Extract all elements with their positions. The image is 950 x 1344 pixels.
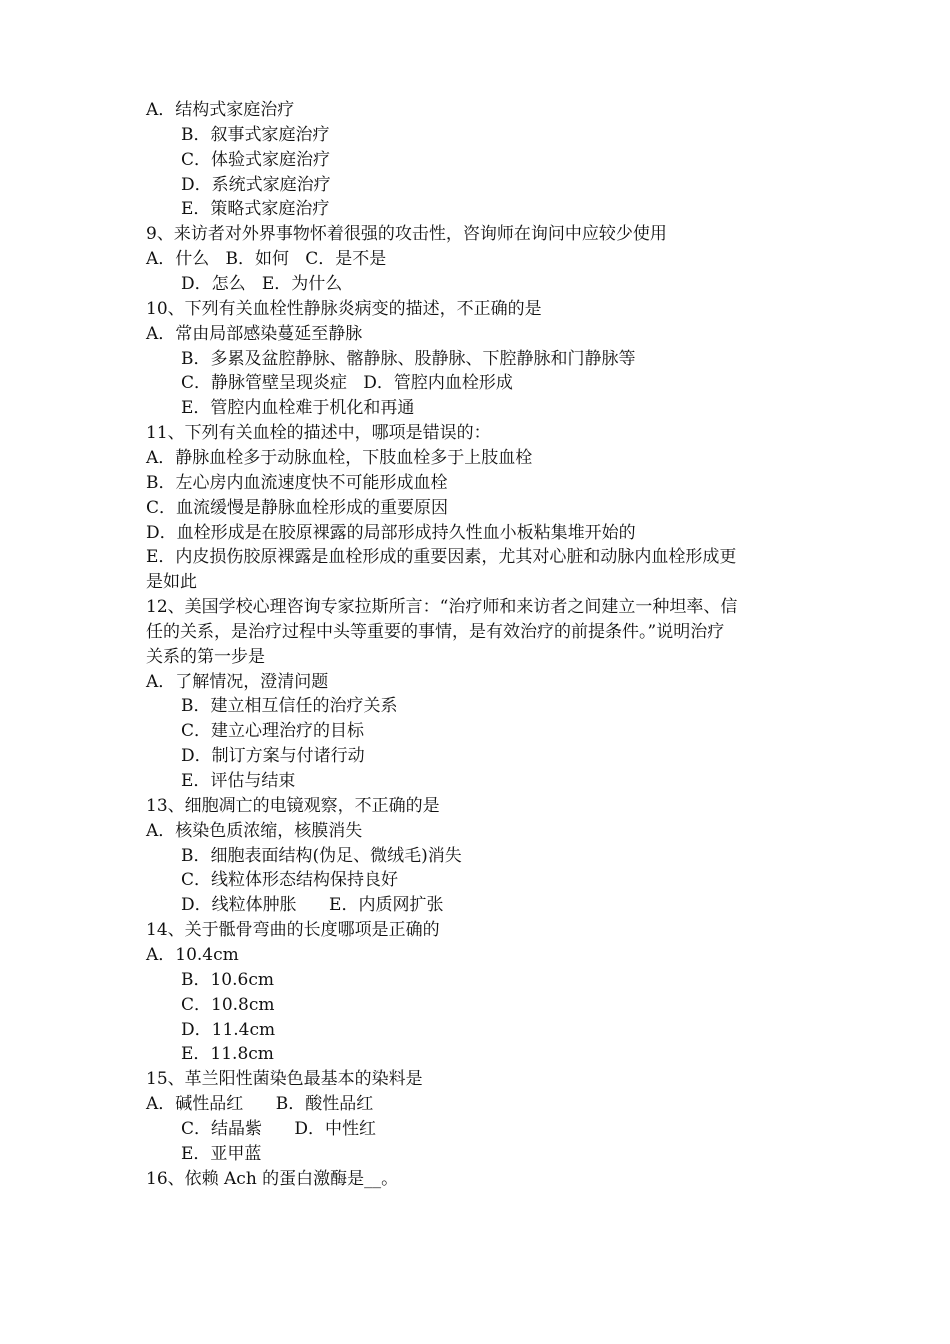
text-line: B．建立相互信任的治疗关系 — [181, 696, 398, 717]
text-line: 13、细胞凋亡的电镜观察，不正确的是 — [146, 795, 440, 816]
text-line: 15、革兰阳性菌染色最基本的染料是 — [146, 1069, 423, 1090]
text-line: C．血流缓慢是静脉血栓形成的重要原因 — [146, 497, 449, 518]
text-line: 9、来访者对外界事物怀着很强的攻击性，咨询师在询问中应较少使用 — [146, 224, 667, 245]
text-line: A．10.4cm — [146, 944, 239, 965]
text-line: 14、关于骶骨弯曲的长度哪项是正确的 — [146, 920, 440, 941]
text-line: A．静脉血栓多于动脉血栓，下肢血栓多于上肢血栓 — [146, 447, 533, 468]
text-line: 关系的第一步是 — [146, 646, 265, 667]
text-line: D．11.4cm — [181, 1019, 276, 1040]
text-line: C．线粒体形态结构保持良好 — [181, 870, 399, 891]
text-line: B．叙事式家庭治疗 — [181, 124, 330, 145]
text-line: A．常由局部感染蔓延至静脉 — [146, 323, 363, 344]
text-line: C．10.8cm — [181, 994, 275, 1015]
text-line: B．多累及盆腔静脉、髂静脉、股静脉、下腔静脉和门静脉等 — [181, 348, 636, 369]
text-line: D．系统式家庭治疗 — [181, 174, 331, 195]
text-line: A．什么 B．如何 C．是不是 — [146, 249, 387, 270]
text-line: 10、下列有关血栓性静脉炎病变的描述，不正确的是 — [146, 298, 542, 319]
text-line: 是如此 — [146, 572, 197, 593]
text-line: B．左心房内血流速度快不可能形成血栓 — [146, 472, 448, 493]
text-line: C．建立心理治疗的目标 — [181, 721, 365, 742]
text-line: E．11.8cm — [181, 1044, 274, 1065]
text-line: C．体验式家庭治疗 — [181, 149, 331, 170]
text-line: A．碱性品红 B．酸性品红 — [146, 1094, 374, 1114]
text-line: A．结构式家庭治疗 — [146, 100, 295, 120]
text-line: C．结晶紫 D．中性红 — [181, 1118, 377, 1139]
text-line: C．静脉管壁呈现炎症 D．管腔内血栓形成 — [181, 373, 513, 394]
text-line: E．策略式家庭治疗 — [181, 199, 330, 220]
text-line: E．评估与结束 — [181, 771, 296, 791]
text-line: 16、依赖 Ach 的蛋白激酶是__。 — [146, 1168, 399, 1189]
text-line: E．内皮损伤胶原裸露是血栓形成的重要因素，尤其对心脏和动脉内血栓形成更 — [146, 547, 737, 568]
text-line: 任的关系，是治疗过程中头等重要的事情，是有效治疗的前提条件。”说明治疗 — [146, 621, 725, 642]
text-line: D．怎么 E．为什么 — [181, 274, 343, 294]
text-line: E．管腔内血栓难于机化和再通 — [181, 398, 415, 419]
text-line: D．血栓形成是在胶原裸露的局部形成持久性血小板粘集堆开始的 — [146, 522, 636, 543]
text-line: E．亚甲蓝 — [181, 1143, 262, 1164]
text-line: D．线粒体肿胀 E．内质网扩张 — [181, 895, 444, 916]
text-line: D．制订方案与付诸行动 — [181, 746, 365, 767]
text-line: A．了解情况，澄清问题 — [146, 671, 329, 692]
text-line: 11、下列有关血栓的描述中，哪项是错误的： — [146, 423, 491, 444]
text-line: A．核染色质浓缩，核膜消失 — [146, 820, 363, 841]
text-line: 12、美国学校心理咨询专家拉斯所言：“治疗师和来访者之间建立一种坦率、信 — [146, 597, 738, 617]
text-line: B．10.6cm — [181, 969, 274, 990]
text-line: B．细胞表面结构(伪足、微绒毛)消失 — [181, 845, 462, 866]
